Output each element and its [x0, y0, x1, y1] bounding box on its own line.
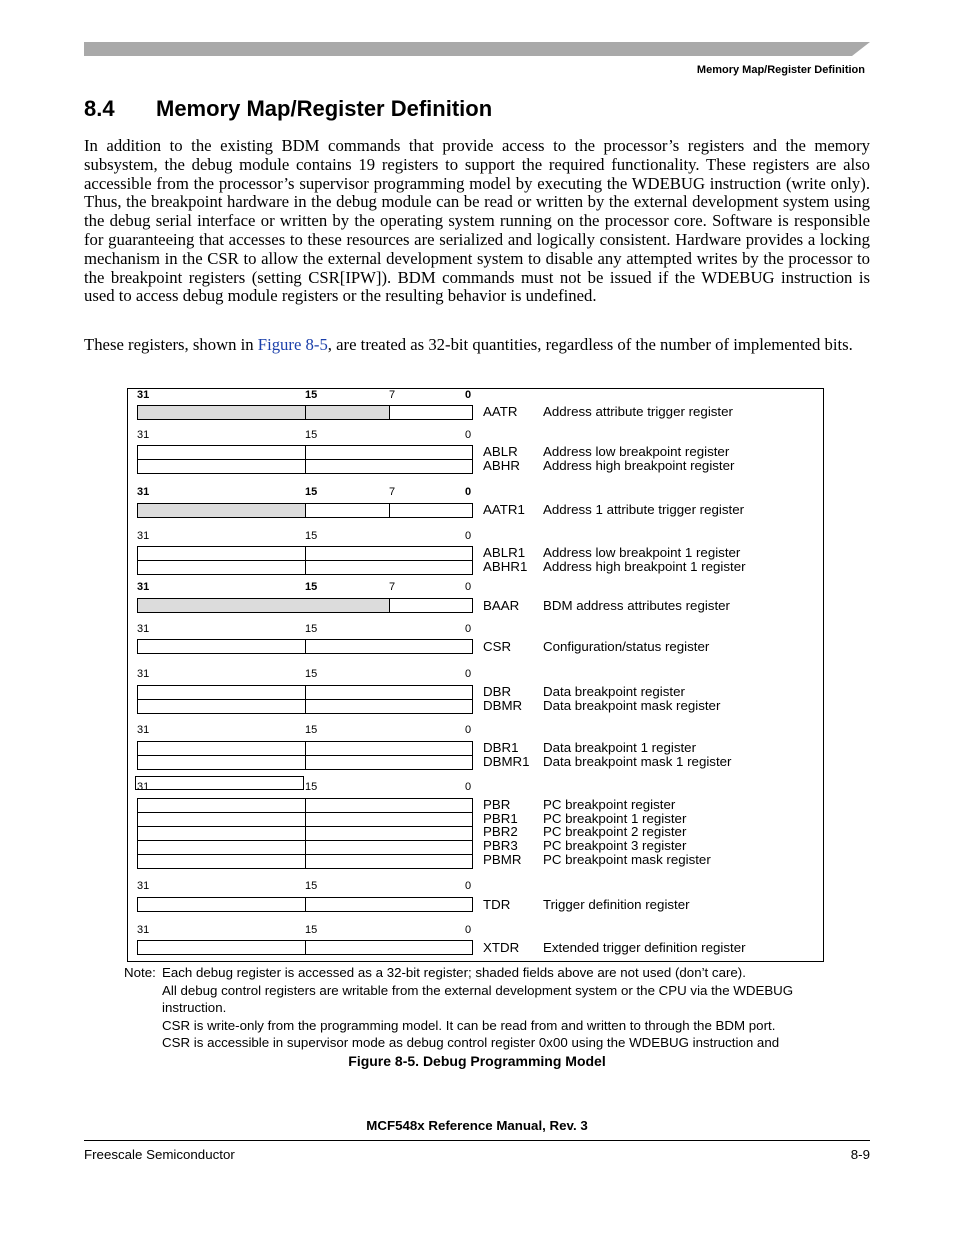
pbmr-lower-field	[305, 854, 473, 869]
bit-15-label: 15	[305, 880, 318, 892]
footer-company: Freescale Semiconductor	[84, 1147, 235, 1162]
register-name-abhr1: ABHR1	[483, 559, 528, 574]
dbmr1-upper-field	[137, 755, 306, 770]
register-name-tdr: TDR	[483, 897, 511, 912]
debug-programming-model-figure	[127, 388, 824, 962]
bit-7-label: 7	[389, 486, 396, 498]
xtdr-lower-field	[305, 940, 473, 955]
register-desc-tdr: Trigger definition register	[543, 897, 690, 912]
note-line-5: CSR is accessible in supervisor mode as debug control register 0x00 using the WDEBUG instruction and	[162, 1035, 780, 1050]
bit-15-label: 15	[305, 781, 318, 793]
bit-0-label: 0	[465, 724, 472, 736]
register-desc-ablr: Address low breakpoint register	[543, 444, 730, 459]
pbr3-lower-field	[305, 840, 473, 855]
dbr1-lower-field	[305, 741, 473, 756]
bit-0-label: 0	[465, 880, 472, 892]
register-name-dbr: DBR	[483, 684, 512, 699]
bit-15-label: 15	[305, 924, 318, 936]
aatr1-mid-field	[305, 503, 390, 518]
pbmr-upper-field	[137, 854, 306, 869]
register-desc-pbmr: PC breakpoint mask register	[543, 852, 711, 867]
register-name-dbr1: DBR1	[483, 740, 519, 755]
abhr1-lower-field	[305, 560, 473, 575]
bit-7-label: 7	[389, 581, 396, 593]
bit-31-label: 31	[137, 924, 150, 936]
pbr-header-box	[135, 776, 304, 790]
register-name-xtdr: XTDR	[483, 940, 520, 955]
bit-31-label: 31	[137, 486, 150, 498]
aatr1-upper-field	[137, 503, 306, 518]
bit-15-label: 15	[305, 429, 318, 441]
bit-0-label: 0	[465, 486, 472, 498]
dbr-upper-field	[137, 685, 306, 700]
aatr1-low-field	[389, 503, 473, 518]
register-name-aatr: AATR	[483, 404, 518, 419]
bit-15-label: 15	[305, 581, 318, 593]
register-desc-baar: BDM address attributes register	[543, 598, 730, 613]
dbr1-upper-field	[137, 741, 306, 756]
dbmr-upper-field	[137, 699, 306, 714]
register-desc-abhr: Address high breakpoint register	[543, 458, 735, 473]
register-name-ablr: ABLR	[483, 444, 518, 459]
register-desc-pbr3: PC breakpoint 3 register	[543, 838, 687, 853]
ablr1-upper-field	[137, 546, 306, 561]
figure-8-5-link[interactable]: Figure 8-5	[257, 335, 328, 354]
register-desc-xtdr: Extended trigger definition register	[543, 940, 746, 955]
paragraph-2-text-after: , are treated as 32-bit quantities, regardless of the number of implemented bits.	[327, 335, 853, 354]
register-name-csr: CSR	[483, 639, 512, 654]
register-desc-aatr: Address attribute trigger register	[543, 404, 733, 419]
note-line-3: instruction.	[162, 1000, 227, 1015]
register-desc-dbr: Data breakpoint register	[543, 684, 685, 699]
tdr-upper-field	[137, 897, 306, 912]
pbr3-upper-field	[137, 840, 306, 855]
bit-31-label: 31	[137, 623, 150, 635]
dbmr-lower-field	[305, 699, 473, 714]
ablr1-lower-field	[305, 546, 473, 561]
csr-upper-field	[137, 639, 306, 654]
bit-15-label: 15	[305, 389, 318, 401]
register-name-ablr1: ABLR1	[483, 545, 526, 560]
bit-31-label: 31	[137, 581, 150, 593]
aatr-upper-field	[137, 405, 306, 420]
note-line-4: CSR is write-only from the programming model. It can be read from and written to through the BDM port.	[162, 1017, 776, 1033]
register-name-abhr: ABHR	[483, 458, 520, 473]
bit-0-label: 0	[465, 429, 472, 441]
register-name-pbr1: PBR1	[483, 811, 518, 826]
bit-0-label: 0	[465, 623, 472, 635]
bit-15-label: 15	[305, 623, 318, 635]
bit-31-label: 31	[137, 724, 150, 736]
dbmr1-lower-field	[305, 755, 473, 770]
abhr-upper-field	[137, 459, 306, 474]
register-desc-pbr2: PC breakpoint 2 register	[543, 824, 687, 839]
header-bar	[84, 42, 870, 56]
pbr-lower-field	[305, 798, 473, 813]
bit-31-label: 31	[137, 389, 150, 401]
section-title: Memory Map/Register Definition	[156, 96, 493, 121]
bit-0-label: 0	[465, 530, 472, 542]
figure-caption: Figure 8-5. Debug Programming Model	[348, 1053, 606, 1069]
bit-7-label: 7	[389, 389, 396, 401]
register-name-dbmr: DBMR	[483, 698, 523, 713]
running-header: Memory Map/Register Definition	[696, 64, 865, 76]
register-name-dbmr1: DBMR1	[483, 754, 530, 769]
bit-31-label: 31	[137, 880, 150, 892]
bit-31-label: 31	[137, 429, 150, 441]
bit-15-label: 15	[305, 724, 318, 736]
section-number: 8.4	[84, 96, 115, 121]
csr-lower-field	[305, 639, 473, 654]
register-name-pbr: PBR	[483, 797, 511, 812]
pbr1-upper-field	[137, 812, 306, 827]
bit-31-label: 31	[137, 668, 150, 680]
register-desc-abhr1: Address high breakpoint 1 register	[543, 559, 746, 574]
bit-0-label: 0	[465, 781, 472, 793]
ablr-upper-field	[137, 445, 306, 460]
register-desc-aatr1: Address 1 attribute trigger register	[543, 502, 745, 517]
register-desc-pbr1: PC breakpoint 1 register	[543, 811, 687, 826]
xtdr-upper-field	[137, 940, 306, 955]
register-name-pbmr: PBMR	[483, 852, 522, 867]
bit-0-label: 0	[465, 924, 472, 936]
bit-15-label: 15	[305, 486, 318, 498]
aatr-mid-field	[305, 405, 390, 420]
footer-divider	[84, 1140, 870, 1141]
note-line-2: All debug control registers are writable from the external development system or the CPU via the WDEBUG	[162, 982, 794, 998]
note-label: Note:	[124, 965, 156, 980]
register-name-pbr2: PBR2	[483, 824, 518, 839]
tdr-lower-field	[305, 897, 473, 912]
aatr-low-field	[389, 405, 473, 420]
figure-note	[124, 964, 844, 1052]
bit-31-label: 31	[137, 530, 150, 542]
baar-low-field	[389, 598, 473, 613]
pbr-upper-field	[137, 798, 306, 813]
section-heading	[84, 96, 492, 122]
register-desc-dbmr: Data breakpoint mask register	[543, 698, 721, 713]
baar-upper-field	[137, 598, 390, 613]
register-desc-ablr1: Address low breakpoint 1 register	[543, 545, 741, 560]
register-name-pbr3: PBR3	[483, 838, 518, 853]
register-name-baar: BAAR	[483, 598, 520, 613]
bit-0-label: 0	[465, 668, 472, 680]
pbr2-upper-field	[137, 826, 306, 841]
bit-0-label: 0	[465, 389, 472, 401]
abhr-lower-field	[305, 459, 473, 474]
pbr1-lower-field	[305, 812, 473, 827]
register-desc-dbr1: Data breakpoint 1 register	[543, 740, 696, 755]
footer-page-number: 8-9	[850, 1147, 870, 1162]
body-paragraph-2	[84, 336, 870, 355]
paragraph-2-text-before: These registers, shown in	[84, 335, 258, 354]
body-paragraph-1: In addition to the existing BDM commands that provide access to the processor’s registers and the memory subsystem, the debug module contains 19 registers to support the required functionality. These registers are also accessible from the processor’s supervisor programming model by executing the WDEBUG instruction (write only). Thus, the breakpoint hardware in the debug module can be read or written by the external development system using the debug serial interface or written by the operating system running on the processor core. Software is responsible for guaranteeing that accesses to these resources are serialized and logically consistent. Hardware provides a locking mechanism in the CSR to allow the external development system to disable any attempted writes by the processor to the breakpoint registers (setting CSR[IPW]). BDM commands must not be issued if the WDEBUG instruction is used to access debug module registers or the resulting behavior is undefined.	[84, 136, 870, 306]
register-desc-pbr: PC breakpoint register	[543, 797, 676, 812]
register-desc-dbmr1: Data breakpoint mask 1 register	[543, 754, 732, 769]
register-name-aatr1: AATR1	[483, 502, 525, 517]
bit-0-label: 0	[465, 581, 472, 593]
dbr-lower-field	[305, 685, 473, 700]
register-desc-csr: Configuration/status register	[543, 639, 710, 654]
pbr2-lower-field	[305, 826, 473, 841]
footer-manual-title: MCF548x Reference Manual, Rev. 3	[366, 1118, 588, 1133]
bit-31-label: 31	[137, 781, 150, 793]
ablr-lower-field	[305, 445, 473, 460]
abhr1-upper-field	[137, 560, 306, 575]
note-line-1: Each debug register is accessed as a 32-bit register; shaded fields above are not used (don’t care).	[162, 965, 746, 980]
bit-15-label: 15	[305, 530, 318, 542]
bit-15-label: 15	[305, 668, 318, 680]
